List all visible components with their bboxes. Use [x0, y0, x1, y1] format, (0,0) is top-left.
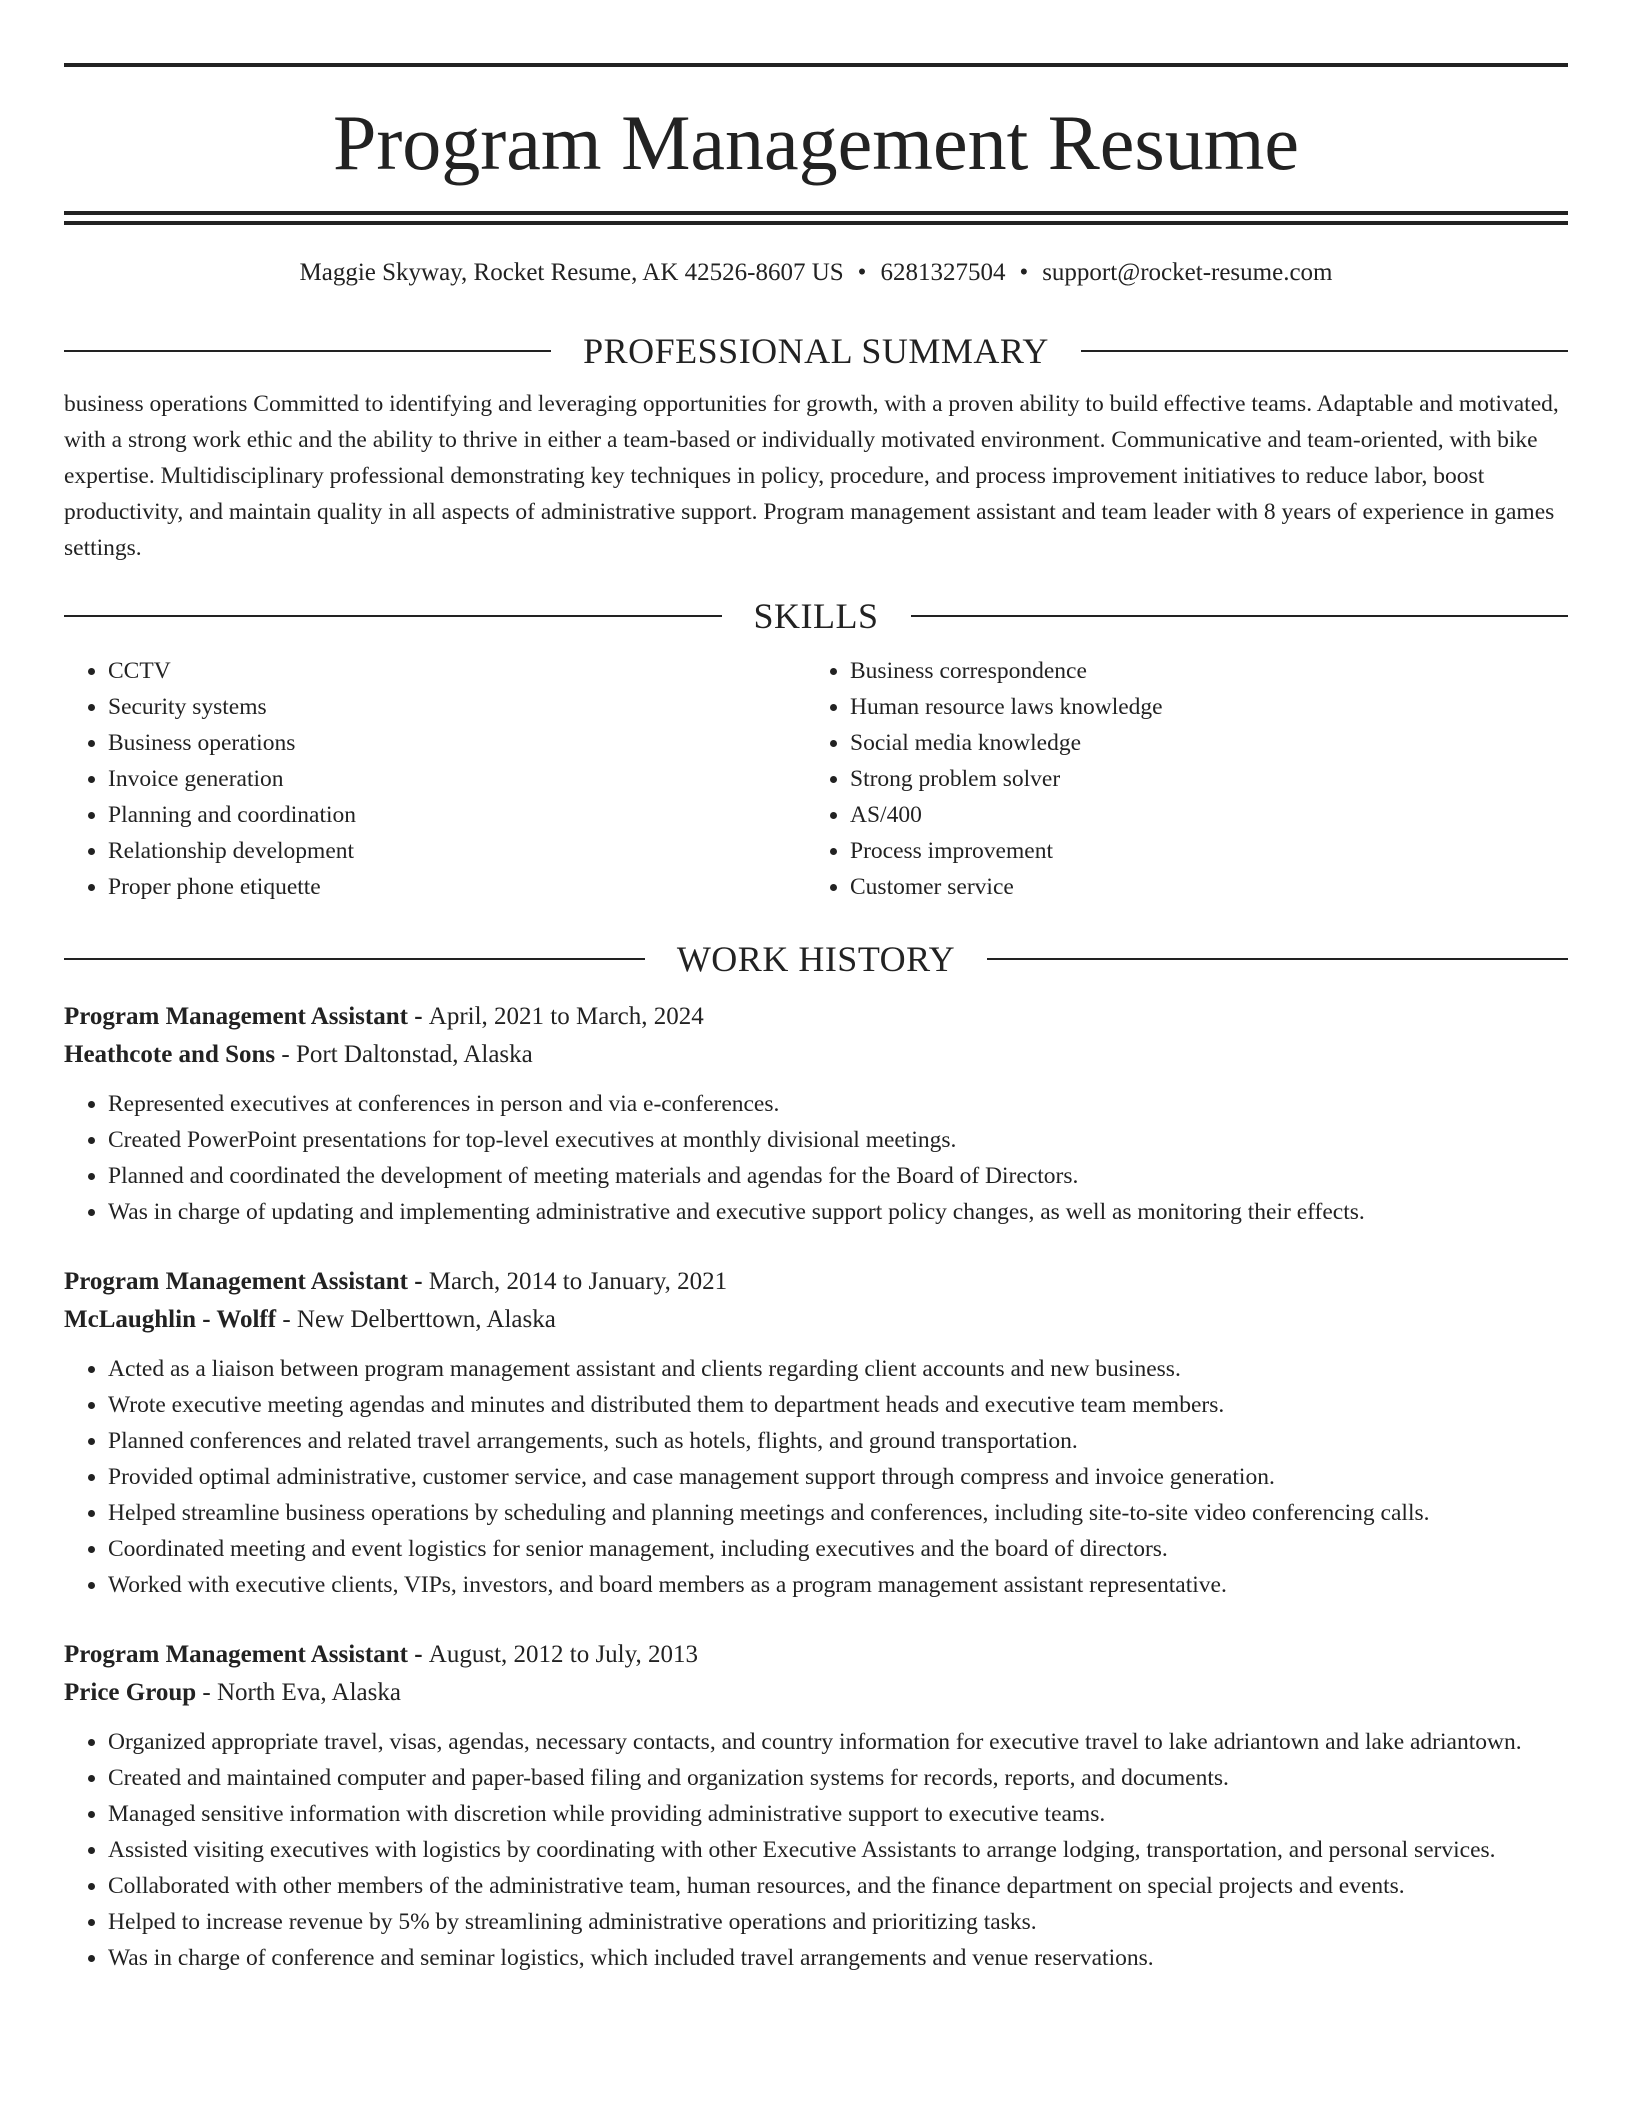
skill-item: • Process improvement — [850, 833, 1548, 869]
heading-rule-left — [64, 350, 551, 352]
job-company: Heathcote and Sons — [64, 1041, 276, 1068]
contact-address: Maggie Skyway, Rocket Resume, AK 42526-8607 US — [299, 259, 844, 286]
job-bullet: • Coordinated meeting and event logistics for senior management, including executives and the board of directors. — [108, 1531, 1568, 1567]
skills-heading — [64, 593, 1568, 639]
job-location: North Eva, Alaska — [216, 1679, 401, 1706]
summary-heading-label: PROFESSIONAL SUMMARY — [583, 331, 1049, 371]
top-rule — [64, 63, 1568, 67]
skills-list — [64, 653, 1568, 905]
job-bullet: • Acted as a liaison between program management assistant and clients regarding client accounts and new business. — [108, 1351, 1568, 1387]
job-company-line: Heathcote and Sons - Port Daltonstad, Alaska — [64, 1041, 533, 1068]
job-dates: April, 2021 to March, 2024 — [428, 1003, 704, 1030]
skill-item: • Human resource laws knowledge — [850, 689, 1548, 725]
contact-line — [64, 255, 1568, 291]
job-bullet: • Planned and coordinated the development of meeting materials and agendas for the Board of Directors. — [108, 1158, 1568, 1194]
skill-item: • Invoice generation — [108, 761, 806, 797]
skill-item: • Customer service — [850, 869, 1548, 905]
job-bullets — [64, 1351, 1568, 1603]
job-entry — [64, 1263, 1568, 1603]
skill-item: • Relationship development — [108, 833, 806, 869]
job-bullet: • Wrote executive meeting agendas and minutes and distributed them to department heads and executive team members. — [108, 1387, 1568, 1423]
job-bullet: • Helped streamline business operations by scheduling and planning meetings and conferences, including site-to-site video conferencing calls. — [108, 1495, 1568, 1531]
job-dates: August, 2012 to July, 2013 — [428, 1641, 699, 1668]
job-bullet: • Created and maintained computer and paper-based filing and organization systems for records, reports, and documents. — [108, 1760, 1568, 1796]
job-bullet: • Provided optimal administrative, customer service, and case management support through compress and invoice generation. — [108, 1459, 1568, 1495]
heading-rule-left — [64, 958, 645, 960]
job-bullet: • Was in charge of conference and seminar logistics, which included travel arrangements and venue reservations. — [108, 1940, 1568, 1976]
job-bullets — [64, 1086, 1568, 1230]
job-bullet: • Created PowerPoint presentations for top-level executives at monthly divisional meetings. — [108, 1122, 1568, 1158]
contact-email: support@rocket-resume.com — [1042, 259, 1333, 286]
summary-text: business operations Committed to identifying and leveraging opportunities for growth, with a proven ability to build effective teams. Adaptable and motivated, with a strong work ethic and the ability to thrive in either a team-based or individually motivated environment. Communicative and team-oriented, with bike expertise. Multidisciplinary professional demonstrating key techniques in policy, procedure, and process improvement initiatives to reduce labor, boost productivity, and maintain quality in all aspects of administrative support. Program management assistant and team leader with 8 years of experience in games settings. — [64, 391, 1559, 561]
job-bullet: • Helped to increase revenue by 5% by streamlining administrative operations and prioritizing tasks. — [108, 1904, 1568, 1940]
skill-item: • Business correspondence — [850, 653, 1548, 689]
job-title-line: Program Management Assistant - March, 2014 to January, 2021 — [64, 1268, 728, 1295]
skill-item: • Social media knowledge — [850, 725, 1548, 761]
skills-column-right — [806, 653, 1548, 905]
skill-item: • Security systems — [108, 689, 806, 725]
job-bullet: • Assisted visiting executives with logistics by coordinating with other Executive Assistants to arrange lodging, transportation, and personal services. — [108, 1832, 1568, 1868]
job-bullet: • Managed sensitive information with discretion while providing administrative support to executive teams. — [108, 1796, 1568, 1832]
job-title-line: Program Management Assistant - August, 2012 to July, 2013 — [64, 1641, 699, 1668]
job-company-line: Price Group - North Eva, Alaska — [64, 1679, 401, 1706]
skills-column-left — [64, 653, 806, 905]
skills-heading-label: SKILLS — [753, 596, 879, 636]
job-title: Program Management Assistant — [64, 1641, 408, 1668]
job-bullet: • Was in charge of updating and implementing administrative and executive support policy changes, as well as monitoring their effects. — [108, 1194, 1568, 1230]
heading-rule-left — [64, 615, 722, 617]
work-history-heading — [64, 936, 1568, 982]
job-company: McLaughlin - Wolff — [64, 1306, 277, 1333]
job-company: Price Group — [64, 1679, 197, 1706]
heading-rule-right — [1081, 350, 1568, 352]
title-rule-upper — [64, 211, 1568, 215]
job-location: Port Daltonstad, Alaska — [295, 1041, 533, 1068]
skill-item: • AS/400 — [850, 797, 1548, 833]
job-bullet: • Collaborated with other members of the administrative team, human resources, and the finance department on special projects and events. — [108, 1868, 1568, 1904]
job-bullet: • Planned conferences and related travel arrangements, such as hotels, flights, and ground transportation. — [108, 1423, 1568, 1459]
work-history-heading-label: WORK HISTORY — [676, 939, 956, 979]
heading-rule-right — [987, 958, 1568, 960]
title-rule-lower — [64, 221, 1568, 225]
skill-item: • CCTV — [108, 653, 806, 689]
job-company-line: McLaughlin - Wolff - New Delberttown, Alaska — [64, 1306, 556, 1333]
resume-title: Program Management Resume — [332, 99, 1300, 186]
contact-separator: • — [857, 259, 867, 286]
job-dates: March, 2014 to January, 2021 — [428, 1268, 728, 1295]
job-title-line: Program Management Assistant - April, 2021 to March, 2024 — [64, 1003, 704, 1030]
job-title: Program Management Assistant — [64, 1268, 408, 1295]
skill-item: • Business operations — [108, 725, 806, 761]
job-entry — [64, 998, 1568, 1230]
job-bullets — [64, 1724, 1568, 1976]
resume-content — [64, 0, 1568, 1976]
job-bullet: • Worked with executive clients, VIPs, investors, and board members as a program management assistant representative. — [108, 1567, 1568, 1603]
contact-phone: 6281327504 — [880, 259, 1006, 286]
heading-rule-right — [911, 615, 1569, 617]
job-location: New Delberttown, Alaska — [296, 1306, 556, 1333]
skill-item: • Proper phone etiquette — [108, 869, 806, 905]
job-bullet: • Organized appropriate travel, visas, agendas, necessary contacts, and country information for executive travel to lake adriantown and lake adriantown. — [108, 1724, 1568, 1760]
contact-separator: • — [1019, 259, 1029, 286]
skill-item: • Strong problem solver — [850, 761, 1548, 797]
job-title: Program Management Assistant — [64, 1003, 408, 1030]
skill-item: • Planning and coordination — [108, 797, 806, 833]
summary-heading — [64, 328, 1568, 374]
job-bullet: • Represented executives at conferences in person and via e-conferences. — [108, 1086, 1568, 1122]
job-entry — [64, 1636, 1568, 1976]
